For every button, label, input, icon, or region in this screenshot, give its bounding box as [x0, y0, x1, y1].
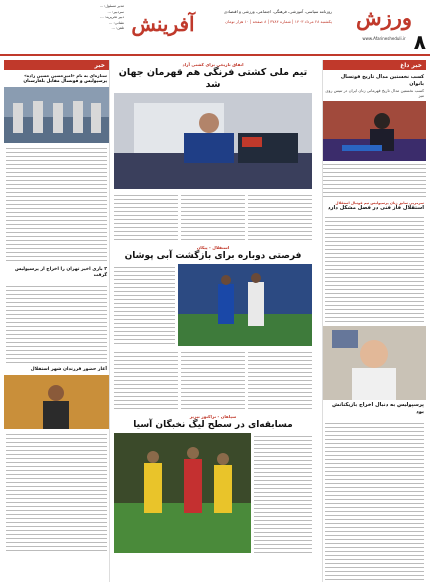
main-area: [114, 60, 312, 582]
body-text: [325, 420, 424, 580]
credit-line: نشانی: ...: [108, 20, 124, 25]
kicker: سپاهان - تراکتور تبریز: [189, 414, 237, 419]
sports-section-logo: [355, 5, 413, 46]
credit-line: تلفن: ...: [111, 26, 124, 30]
left-column: [4, 60, 110, 582]
body-text: [325, 214, 424, 324]
masthead-info: [197, 9, 332, 45]
newspaper-logo: آفرینش: [131, 12, 195, 36]
main-headline: تیم ملی کشتی فرنگی هم قهرمان جهان شد: [118, 67, 308, 90]
masthead: [0, 0, 430, 56]
headline: استقلال فاز فنی در فصل مشکل دارد: [327, 205, 424, 211]
body-text: [114, 264, 175, 346]
section-header: خبر داغ: [323, 60, 426, 70]
photo-table-tennis: [322, 101, 426, 161]
sports-label: ورزش: [355, 5, 413, 30]
headline: ستاره‌ای به نام «امیرحسین حسین زاده»: [24, 73, 107, 78]
body-text: [6, 145, 107, 263]
body-text: [248, 349, 312, 411]
photo-wrestling: [114, 93, 312, 189]
body-text: [114, 192, 178, 242]
credit-line: مدیر مسئول: ...: [99, 4, 124, 8]
headline: ۲ بازی اخیر تهران را اخراج از پرسپولیس گرفت: [14, 267, 107, 278]
subheadline: کسب نخستین مدال تاریخ قهرمانی زنان ایران در تنیس روی میز: [325, 88, 424, 98]
story-headline: مسابقه‌ای در سطح لیگ نخبگان آسیا: [133, 420, 293, 430]
body-text: [6, 431, 107, 551]
photo-football: [178, 264, 312, 346]
headline: کسب نخستین مدال تاریخ فوتسال بانوان: [340, 74, 424, 87]
headline: آغاز حضور فرزندان شهر استقلال: [30, 367, 107, 372]
body-text: [181, 192, 245, 242]
subheadline: پرسپولیس و فوتسال مقابل بلغارستان: [23, 79, 107, 84]
body-text: [114, 349, 178, 411]
body-text: [6, 283, 107, 363]
tagline: روزنامه سیاسی، آموزشی، فرهنگی، اجتماعی، ورزشی و اقتصادی: [223, 9, 332, 14]
photo-futsal-team: [4, 87, 109, 143]
sports-url: www.Afarinesheduli.ir: [362, 36, 406, 41]
body-text: [323, 161, 426, 199]
headline: پرسپولیس به دنبال اخراج بازیکنانش بود: [332, 402, 424, 415]
kicker: سرمربی سابق زنان پرسپولیس تیم فوتبال استقلال: [335, 201, 424, 205]
masthead-credits: [6, 4, 124, 48]
credit-line: سردبیر: ...: [107, 9, 124, 14]
photo-portrait: [322, 326, 426, 400]
kicker: استقلال - پیکان: [196, 245, 230, 250]
credit-line: دبیر تحریریه: ...: [100, 15, 124, 19]
photo-player: [4, 375, 109, 429]
issue-line: یکشنبه ۲۸ مرداد ۱۴۰۳ | شماره ۳۷۸۴ | ۸ صفحه | ۱۰ هزار تومان: [225, 19, 332, 24]
body-text: [248, 192, 312, 242]
page-number: ۸: [413, 30, 426, 54]
section-header: خبر: [4, 60, 109, 70]
kicker: اتفاق تاریخی برای کشتی آزاد: [182, 62, 244, 67]
body-text: [254, 433, 312, 553]
right-column: [322, 60, 426, 582]
photo-sepahan-tractor: [114, 433, 251, 553]
body-text: [181, 349, 245, 411]
story-headline: فرصتی دوباره برای بازگشت آبی پوشان: [124, 251, 302, 261]
